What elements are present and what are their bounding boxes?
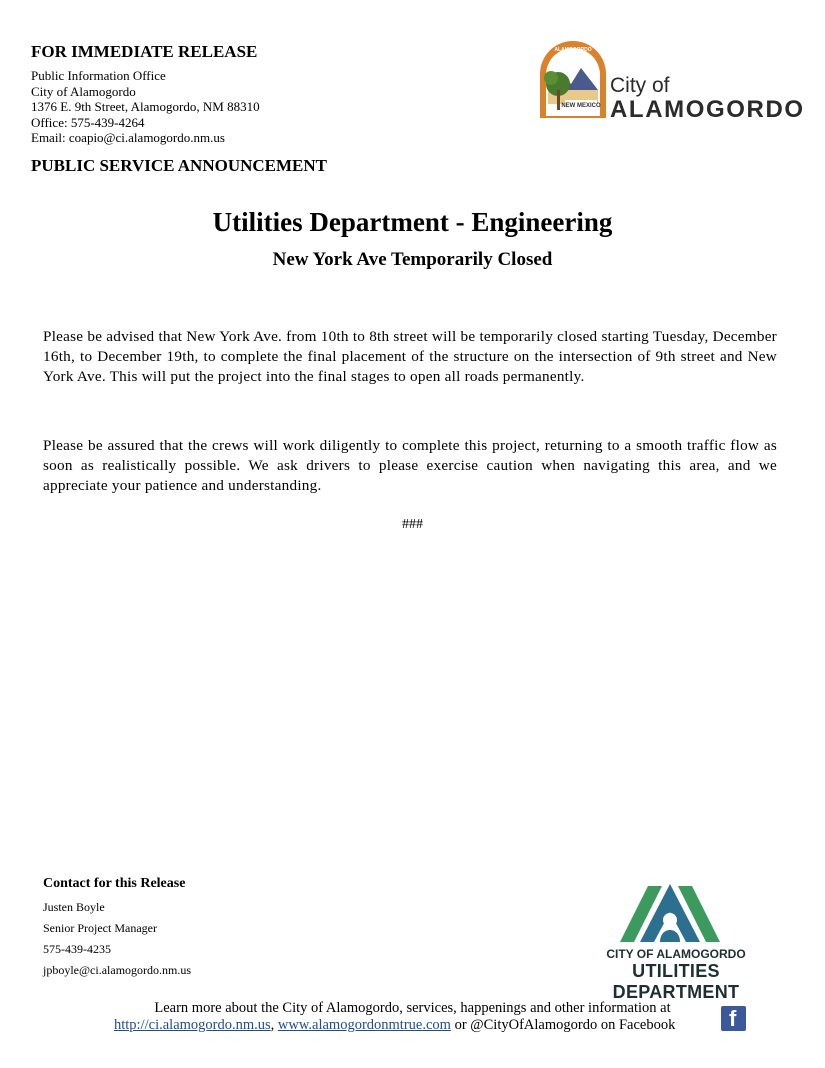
facebook-icon[interactable]: f (721, 1006, 746, 1031)
footer-separator: , (270, 1017, 278, 1033)
footer-links-line (114, 1017, 675, 1034)
utilities-logo-line2: UTILITIES DEPARTMENT (612, 961, 740, 1002)
announcement-title: Utilities Department - Engineering (212, 207, 613, 237)
office-line: Email: coapio@ci.alamogordo.nm.us (31, 130, 225, 145)
city-logo-line2: ALAMOGORDO (610, 96, 805, 123)
office-line: Office: 575-439-4264 (31, 114, 145, 130)
contact-email: jpboyle@ci.alamogordo.nm.us (43, 963, 192, 977)
announcement-paragraph: Please be assured that the crews will work diligently to complete this project, returning to a smooth traffic flow as soon as realistically possible. We ask drivers to please exercise caution when navigating this area, and we appreciate your patience and understanding. (43, 437, 777, 494)
announcement-subtitle: New York Ave Temporarily Closed (272, 249, 553, 270)
seal-state-text: NEW MEXICO (561, 103, 601, 109)
contact-phone: 575-439-4235 (43, 942, 111, 956)
footer-facebook-text: or @CityOfAlamogordo on Facebook (450, 1017, 676, 1033)
contact-name: Justen Boyle (43, 900, 105, 914)
city-website-link[interactable]: http://ci.alamogordo.nm.us (114, 1017, 271, 1033)
city-logo-line1: City of (610, 74, 670, 97)
true-website-link[interactable]: www.alamogordonmtrue.com (277, 1017, 451, 1033)
utilities-logo (600, 882, 740, 948)
office-line: 1376 E. 9th Street, Alamogordo, NM 88310 (31, 99, 260, 114)
contact-title: Senior Project Manager (43, 921, 157, 935)
announcement-paragraph: Please be advised that New York Ave. from 10th to 8th street will be temporarily closed starting Tuesday, December 16th, to December 19th, to complete the final placement of the structure on the intersection of 9th street and New York Ave. This will put the project into the final stages to open all roads permanently. (43, 328, 777, 385)
contact-heading: Contact for this Release (43, 876, 186, 891)
utilities-logo-line1: CITY OF ALAMOGORDO (606, 947, 746, 961)
footer-info-text: Learn more about the City of Alamogordo, services, happenings and other information at (154, 1000, 671, 1016)
city-seal-icon (537, 38, 609, 123)
office-address-block (31, 68, 260, 146)
seal-city-text: ALAMOGORDO (554, 47, 592, 53)
end-mark: ### (402, 517, 423, 532)
release-label: FOR IMMEDIATE RELEASE (31, 42, 258, 61)
office-line: City of Alamogordo (31, 83, 136, 99)
utilities-mark-icon (600, 882, 740, 948)
office-line: Public Information Office (31, 68, 166, 83)
psa-label: PUBLIC SERVICE ANNOUNCEMENT (31, 156, 327, 175)
